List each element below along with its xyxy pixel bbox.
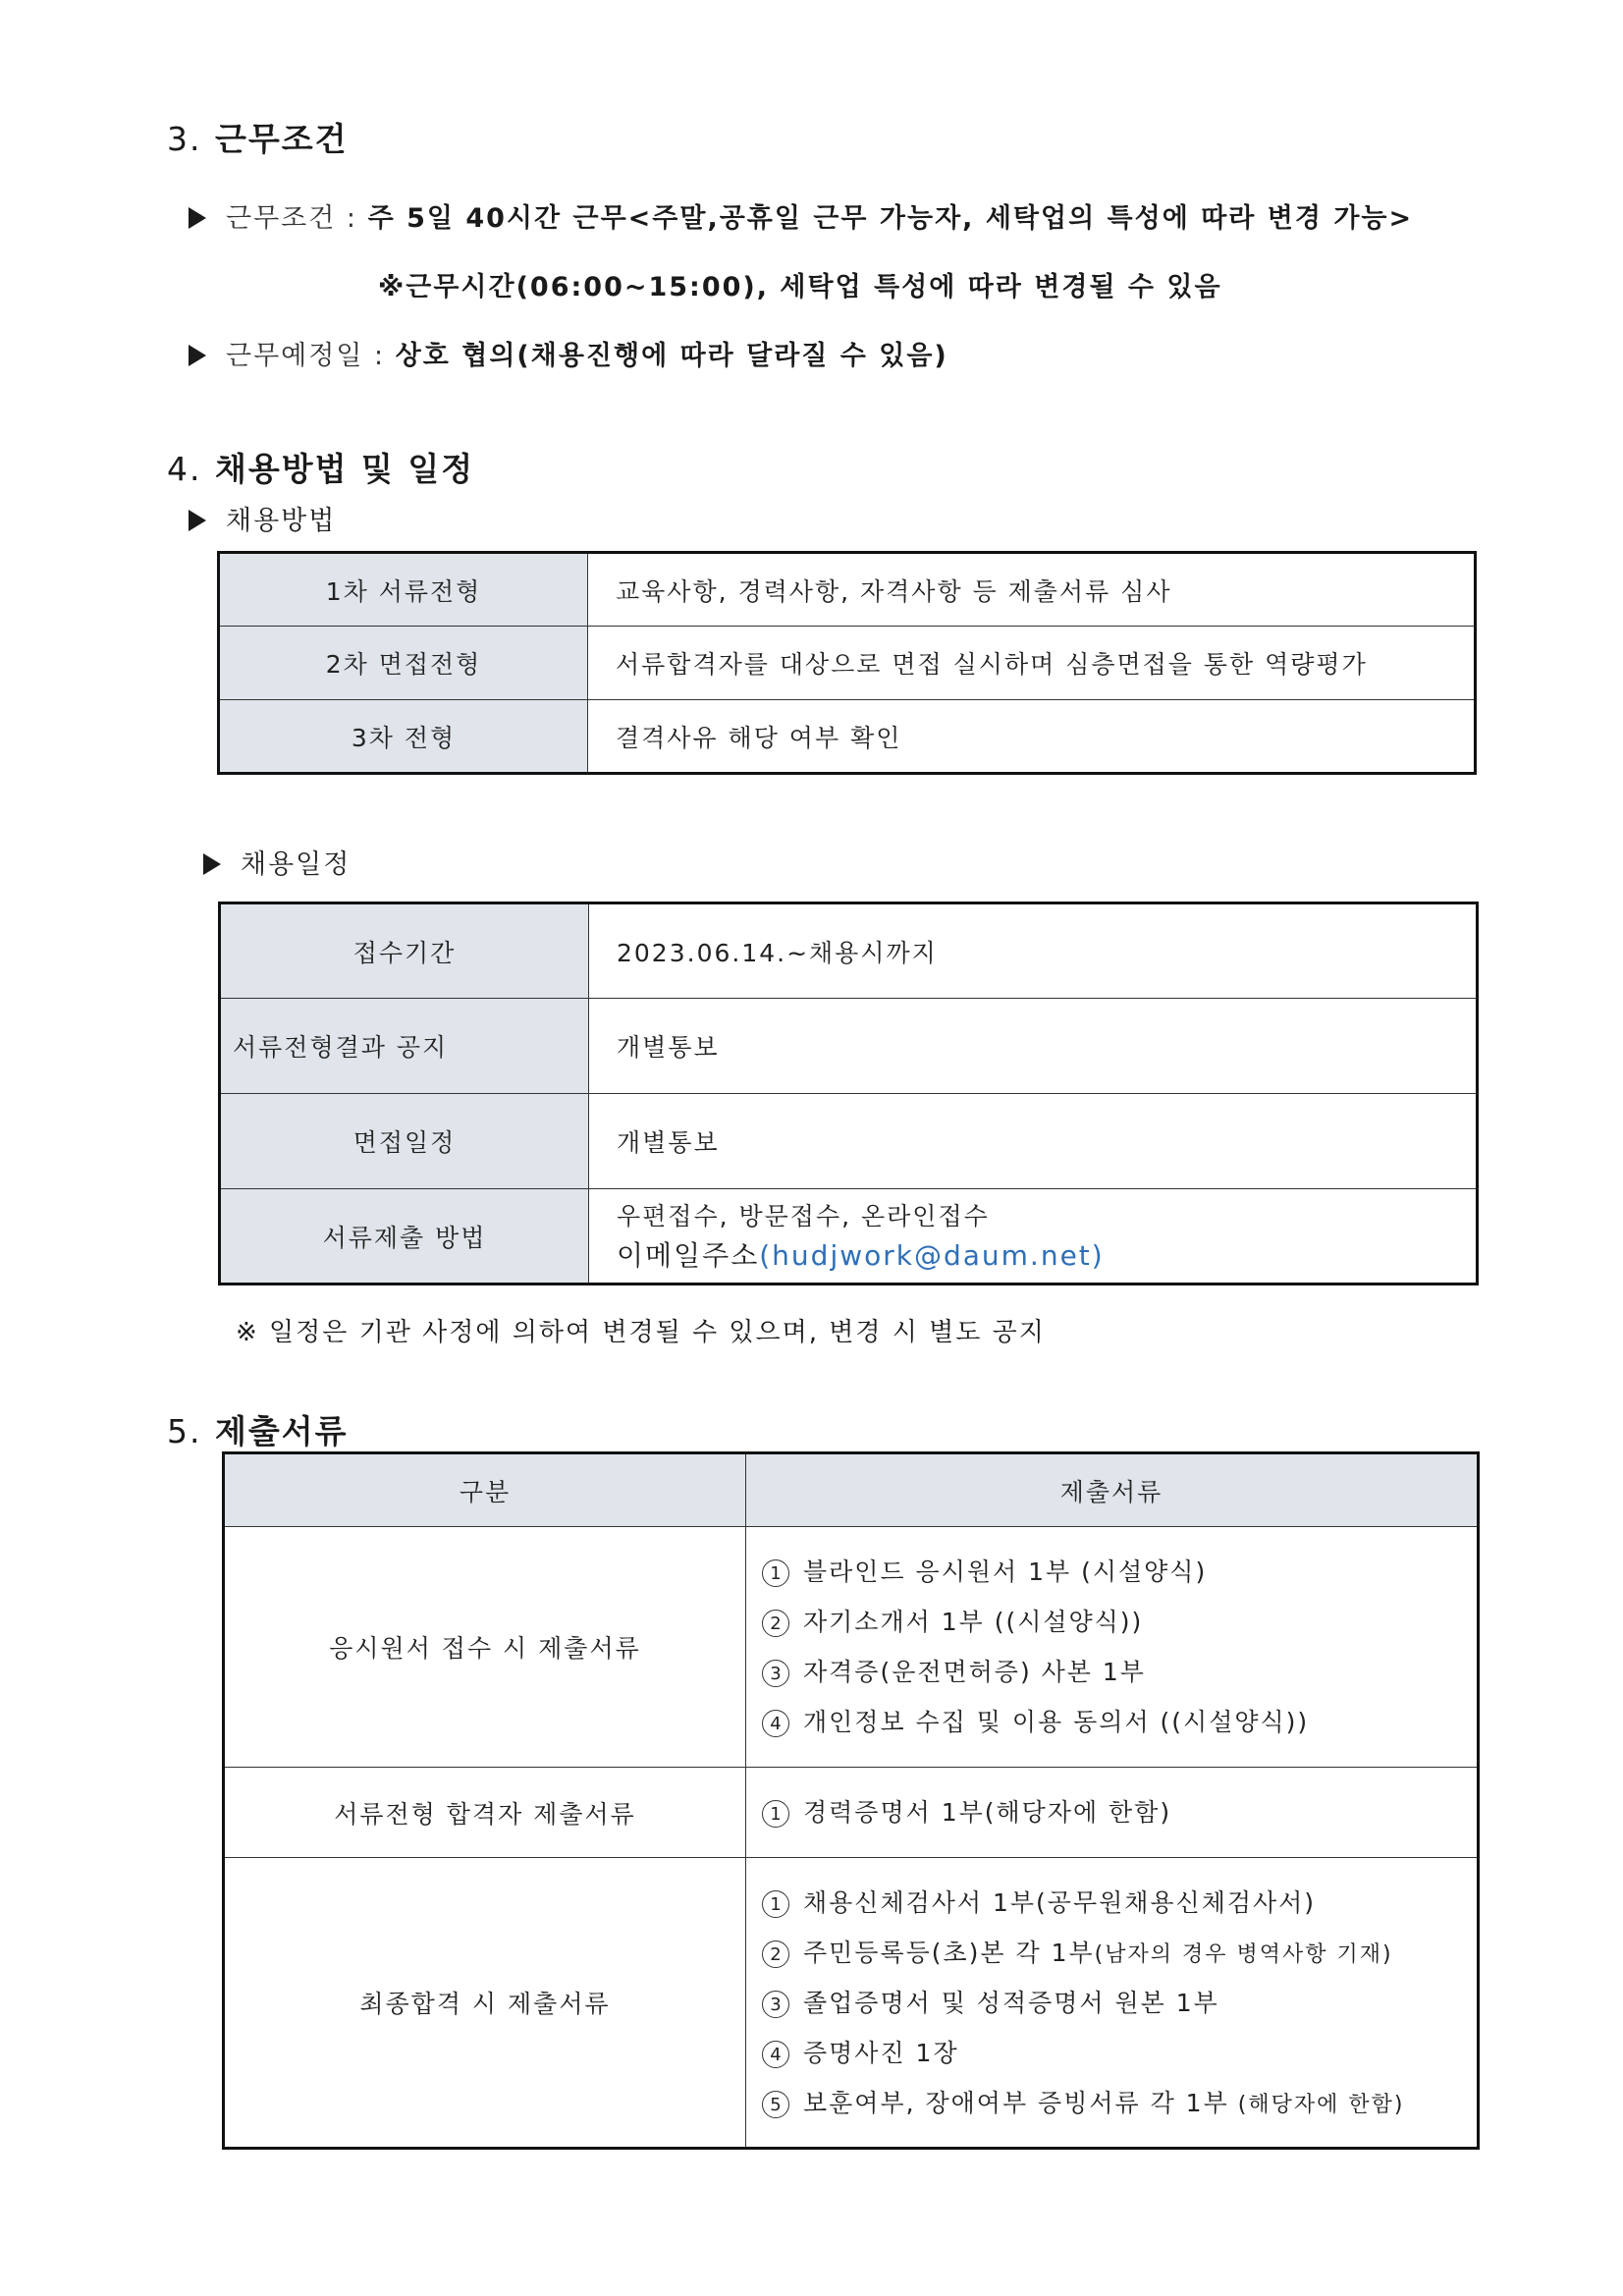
group-items	[746, 1858, 1479, 2149]
table-row	[219, 627, 1476, 700]
group-items	[746, 1768, 1479, 1858]
schedule-subheading: 채용일정	[203, 843, 351, 881]
start-date-value: 상호 협의(채용진행에 따라 달라질 수 있음)	[395, 341, 948, 371]
schedule-note: ※ 일정은 기관 사정에 의하여 변경될 수 있으며, 변경 시 별도 공지	[236, 1318, 1046, 1347]
triangle-bullet-icon	[189, 345, 206, 366]
schedule-value: 2023.06.14.~채용시까지	[589, 903, 1478, 999]
method-value: 결격사유 해당 여부 확인	[588, 700, 1476, 774]
work-condition-line	[189, 196, 1413, 235]
method-subheading: 채용방법	[189, 499, 336, 537]
group-name: 서류전형 합격자 제출서류	[224, 1768, 746, 1858]
table-row	[224, 1858, 1479, 2149]
table-row	[219, 700, 1476, 774]
section-title: 채용방법 및 일정	[215, 450, 475, 488]
list-item: 5 보훈여부, 장애여부 증빙서류 각 1부 (해당자에 한함)	[762, 2078, 1477, 2128]
start-date-line	[189, 334, 948, 372]
group-name: 응시원서 접수 시 제출서류	[224, 1527, 746, 1768]
table-row	[224, 1768, 1479, 1858]
section-5-heading	[167, 1406, 349, 1452]
method-table	[217, 551, 1477, 775]
schedule-table	[218, 902, 1479, 1285]
list-item: 1 채용신체검사서 1부(공무원채용신체검사서)	[762, 1878, 1477, 1928]
table-header-row	[224, 1453, 1479, 1527]
table-row	[219, 553, 1476, 627]
schedule-key: 서류전형결과 공지	[220, 999, 589, 1094]
method-key: 1차 서류전형	[219, 553, 588, 627]
group-items	[746, 1527, 1479, 1768]
email-line: 이메일주소(hudjwork@daum.net)	[617, 1238, 1105, 1272]
list-item: 4 증명사진 1장	[762, 2028, 1477, 2078]
schedule-value: 개별통보	[589, 999, 1478, 1094]
section-title: 제출서류	[215, 1412, 349, 1450]
group-name: 최종합격 시 제출서류	[224, 1858, 746, 2149]
email-link[interactable]: (hudjwork@daum.net)	[759, 1238, 1105, 1272]
table-row	[220, 1094, 1478, 1189]
section-number: 3.	[167, 120, 202, 158]
list-item: 3 자격증(운전면허증) 사본 1부	[762, 1647, 1477, 1697]
work-hours-note: ※근무시간(06:00~15:00), 세탁업 특성에 따라 변경될 수 있음	[378, 272, 1222, 302]
table-row	[220, 903, 1478, 999]
list-item: 4 개인정보 수집 및 이용 동의서 ((시설양식))	[762, 1697, 1477, 1747]
section-4-heading	[167, 444, 474, 490]
table-row	[220, 1189, 1478, 1285]
list-item: 1 블라인드 응시원서 1부 (시설양식)	[762, 1547, 1477, 1597]
list-item: 1 경력증명서 1부(해당자에 한함)	[762, 1787, 1477, 1837]
schedule-value: 개별통보	[589, 1094, 1478, 1189]
schedule-key: 면접일정	[220, 1094, 589, 1189]
method-key: 2차 면접전형	[219, 627, 588, 700]
list-item: 2 주민등록등(초)본 각 1부(남자의 경우 병역사항 기재)	[762, 1928, 1477, 1978]
section-title: 근무조건	[215, 120, 349, 158]
list-item: 3 졸업증명서 및 성적증명서 원본 1부	[762, 1978, 1477, 2028]
triangle-bullet-icon	[203, 853, 221, 875]
section-number: 4.	[167, 450, 202, 488]
table-row	[220, 999, 1478, 1094]
schedule-value	[589, 1189, 1478, 1285]
work-condition-label: 근무조건 :	[226, 203, 358, 234]
section-number: 5.	[167, 1412, 202, 1450]
header-documents: 제출서류	[746, 1453, 1479, 1527]
triangle-bullet-icon	[189, 510, 206, 531]
section-3-heading	[167, 114, 349, 160]
schedule-key: 서류제출 방법	[220, 1189, 589, 1285]
list-item: 2 자기소개서 1부 ((시설양식))	[762, 1597, 1477, 1647]
start-date-label: 근무예정일 :	[226, 341, 386, 371]
documents-table	[222, 1451, 1480, 2150]
method-value: 교육사항, 경력사항, 자격사항 등 제출서류 심사	[588, 553, 1476, 627]
schedule-key: 접수기간	[220, 903, 589, 999]
table-row	[224, 1527, 1479, 1768]
triangle-bullet-icon	[189, 207, 206, 229]
header-category: 구분	[224, 1453, 746, 1527]
method-key: 3차 전형	[219, 700, 588, 774]
method-value: 서류합격자를 대상으로 면접 실시하며 심층면접을 통한 역량평가	[588, 627, 1476, 700]
work-condition-value: 주 5일 40시간 근무<주말,공휴일 근무 가능자, 세탁업의 특성에 따라 변경 가능>	[367, 203, 1414, 234]
submission-methods: 우편접수, 방문접수, 온라인접수	[617, 1201, 990, 1230]
